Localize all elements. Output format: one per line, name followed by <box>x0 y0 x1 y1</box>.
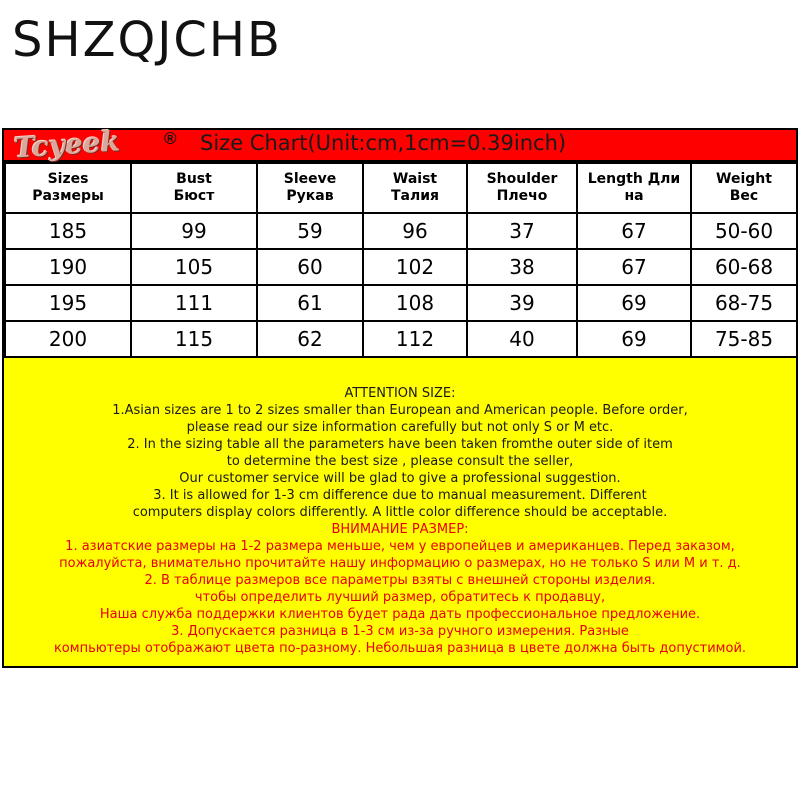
tcyeek-logo: Tcyeek <box>12 124 121 165</box>
note-line-ru: 2. В таблице размеров все параметры взяты с внешней стороны изделия. <box>144 573 656 588</box>
table-cell: 115 <box>131 321 257 357</box>
table-cell: 68-75 <box>691 285 797 321</box>
size-notes <box>4 356 796 666</box>
table-cell: 37 <box>467 213 577 249</box>
note-line-en: ATTENTION SIZE: <box>344 386 456 401</box>
note-line-en: computers display colors differently. A little color difference should be acceptable. <box>132 505 668 520</box>
size-chart-banner <box>4 124 796 165</box>
table-row <box>5 249 797 285</box>
header-sizes: Sizes Размеры <box>5 163 131 213</box>
table-cell: 60 <box>257 249 363 285</box>
note-line-ru: 1. азиатские размеры на 1-2 размера меньше, чем у европейцев и американцев. Перед заказом, <box>65 539 735 554</box>
header-weight: Weight Вес <box>691 163 797 213</box>
table-cell: 69 <box>577 321 691 357</box>
table-row <box>5 285 797 321</box>
table-cell: 40 <box>467 321 577 357</box>
brand-logo: SHZQJCHB <box>12 12 282 68</box>
note-line-ru: пожалуйста, внимательно прочитайте нашу информацию о размерах, но не только S или M и т. д. <box>59 556 741 571</box>
table-cell: 105 <box>131 249 257 285</box>
note-line-en: 1.Asian sizes are 1 to 2 sizes smaller than European and American people. Before order, <box>112 403 688 418</box>
header-sleeve: Sleeve Рукав <box>257 163 363 213</box>
header-waist: Waist Талия <box>363 163 467 213</box>
table-cell: 67 <box>577 249 691 285</box>
table-row <box>5 213 797 249</box>
note-line-en: please read our size information carefully but not only S or M etc. <box>186 420 614 435</box>
size-chart <box>2 124 798 668</box>
table-cell: 111 <box>131 285 257 321</box>
header-length: Length Дли на <box>577 163 691 213</box>
table-cell: 67 <box>577 213 691 249</box>
header-shoulder: Shoulder Плечо <box>467 163 577 213</box>
note-line-en: to determine the best size , please consult the seller, <box>226 454 574 469</box>
size-table <box>4 162 798 358</box>
table-cell: 59 <box>257 213 363 249</box>
table-cell: 61 <box>257 285 363 321</box>
note-line-en: 3. It is allowed for 1-3 cm difference due to manual measurement. Different <box>153 488 647 503</box>
table-cell: 38 <box>467 249 577 285</box>
table-cell: 190 <box>5 249 131 285</box>
table-cell: 62 <box>257 321 363 357</box>
table-cell: 200 <box>5 321 131 357</box>
table-cell: 39 <box>467 285 577 321</box>
note-line-ru: чтобы определить лучший размер, обратитесь к продавцу, <box>194 590 606 605</box>
note-line-ru: компьютеры отображают цвета по-разному. Небольшая разница в цвете должна быть допустимой. <box>53 641 747 656</box>
table-cell: 50-60 <box>691 213 797 249</box>
table-cell: 75-85 <box>691 321 797 357</box>
table-cell: 69 <box>577 285 691 321</box>
table-cell: 195 <box>5 285 131 321</box>
note-line-ru: Наша служба поддержки клиентов будет рада дать профессиональное предложение. <box>99 607 701 622</box>
note-line-ru: ВНИМАНИЕ РАЗМЕР: <box>331 522 469 537</box>
note-line-en: 2. In the sizing table all the parameters have been taken fromthe outer side of item <box>127 437 673 452</box>
table-row <box>5 321 797 357</box>
table-cell: 60-68 <box>691 249 797 285</box>
note-line-en: Our customer service will be glad to give a professional suggestion. <box>179 471 621 486</box>
header-bust: Bust Бюст <box>131 163 257 213</box>
table-cell: 112 <box>363 321 467 357</box>
table-cell: 102 <box>363 249 467 285</box>
table-cell: 99 <box>131 213 257 249</box>
note-line-ru: 3. Допускается разница в 1-3 см из-за ручного измерения. Разные <box>171 624 629 639</box>
registered-mark: ® <box>164 129 177 148</box>
table-cell: 108 <box>363 285 467 321</box>
size-chart-title: Size Chart(Unit:cm,1cm=0.39inch) <box>200 131 567 155</box>
table-cell: 96 <box>363 213 467 249</box>
table-header-row <box>5 163 797 213</box>
table-cell: 185 <box>5 213 131 249</box>
